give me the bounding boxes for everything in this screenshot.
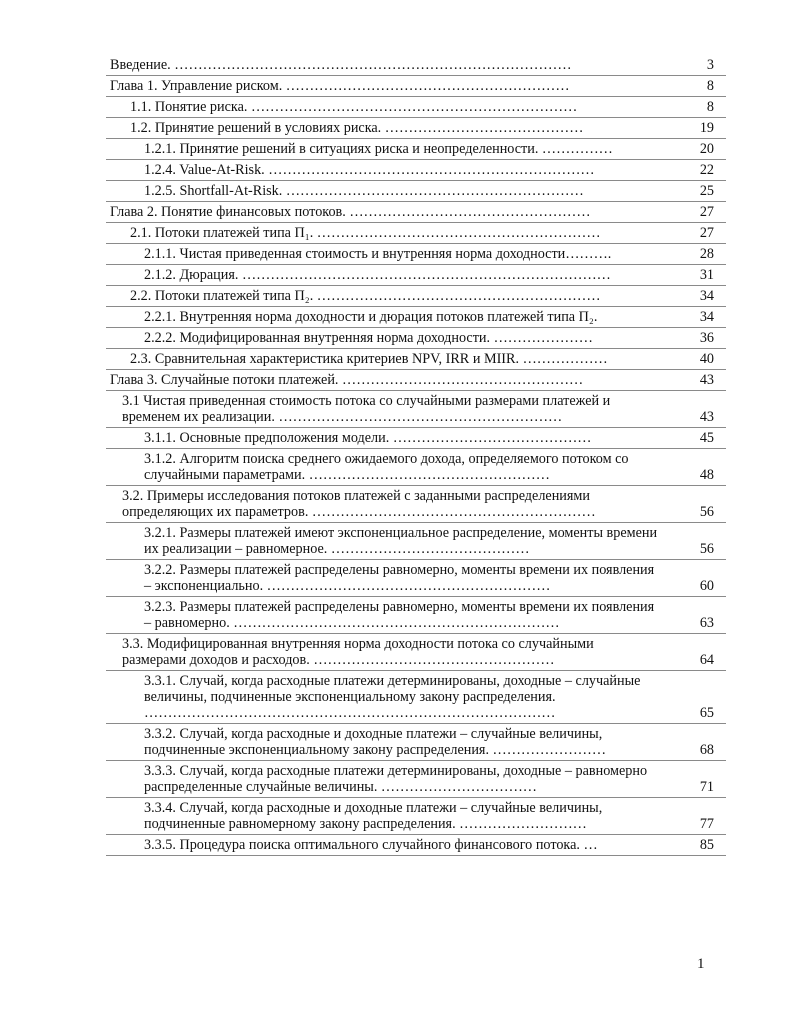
toc-entry-title: 3.3.2. Случай, когда расходные и доходные платежи – случайные величины, подчиненные экспоненциальному закону распределения. ……………………: [106, 724, 666, 761]
toc-entry-page: 27: [666, 202, 726, 223]
table-of-contents: [106, 55, 726, 856]
toc-entry-title: 2.2. Потоки платежей типа П₂. ……………………………………………………: [106, 286, 666, 307]
toc-entry-title: 2.2.1. Внутренняя норма доходности и дюрация потоков платежей типа П₂.: [106, 307, 666, 328]
toc-entry: [106, 202, 726, 223]
toc-entry-page: 85: [666, 835, 726, 856]
toc-entry: [106, 523, 726, 560]
toc-entry-page: 43: [666, 370, 726, 391]
toc-entry-title: 1.2.1. Принятие решений в ситуациях риска и неопределенности. ……………: [106, 139, 666, 160]
toc-entry-title: 3.1.2. Алгоритм поиска среднего ожидаемого дохода, определяемого потоком со случайными параметрами. ……………………………………………: [106, 449, 666, 486]
toc-entry: [106, 286, 726, 307]
toc-entry-title: 2.1. Потоки платежей типа П₁. ……………………………………………………: [106, 223, 666, 244]
toc-entry-title: 3.1 Чистая приведенная стоимость потока со случайными размерами платежей и временем их реализации. ……………………………………………………: [106, 391, 666, 428]
toc-entry: [106, 798, 726, 835]
toc-entry-title: 3.2.2. Размеры платежей распределены равномерно, моменты времени их появления – экспоненциально. ……………………………………………………: [106, 560, 666, 597]
toc-entry-title: Глава 1. Управление риском. ……………………………………………………: [106, 76, 666, 97]
toc-entry: [106, 349, 726, 370]
toc-entry: [106, 118, 726, 139]
toc-entry: [106, 761, 726, 798]
toc-entry-page: 40: [666, 349, 726, 370]
toc-entry-title: 3.3.5. Процедура поиска оптимального случайного финансового потока. …: [106, 835, 666, 856]
toc-entry-page: 48: [666, 449, 726, 486]
toc-entry-page: 43: [666, 391, 726, 428]
toc-entry: [106, 671, 726, 724]
toc-entry: [106, 244, 726, 265]
toc-entry: [106, 76, 726, 97]
toc-entry-page: 68: [666, 724, 726, 761]
toc-entry-page: 31: [666, 265, 726, 286]
toc-entry-page: 64: [666, 634, 726, 671]
toc-entry-page: 63: [666, 597, 726, 634]
toc-entry-page: 34: [666, 286, 726, 307]
toc-entry-page: 36: [666, 328, 726, 349]
toc-entry: [106, 634, 726, 671]
toc-entry-page: 20: [666, 139, 726, 160]
toc-entry-title: 2.1.2. Дюрация. ……………………………………………………………………: [106, 265, 666, 286]
toc-entry: [106, 597, 726, 634]
toc-entry-page: 34: [666, 307, 726, 328]
toc-entry: [106, 223, 726, 244]
toc-entry: [106, 724, 726, 761]
toc-entry-title: 3.3.1. Случай, когда расходные платежи детерминированы, доходные – случайные величины, подчиненные экспоненциальному закону распределения. ……………………………………………………………………………: [106, 671, 666, 724]
toc-entry-title: 3.2.1. Размеры платежей имеют экспоненциальное распределение, моменты времени их реализации – равномерное. ……………………………………: [106, 523, 666, 560]
toc-entry: [106, 328, 726, 349]
toc-entry: [106, 370, 726, 391]
toc-entry: [106, 97, 726, 118]
toc-entry-title: 3.2.3. Размеры платежей распределены равномерно, моменты времени их появления – равномерно. ……………………………………………………………: [106, 597, 666, 634]
toc-entry-page: 77: [666, 798, 726, 835]
page-number: 1: [697, 956, 705, 972]
toc-entry-page: 3: [666, 55, 726, 76]
toc-entry: [106, 560, 726, 597]
toc-entry: [106, 835, 726, 856]
toc-entry-title: Введение. …………………………………………………………………………: [106, 55, 666, 76]
toc-entry-title: 1.2.4. Value-At-Risk. ……………………………………………………………: [106, 160, 666, 181]
toc-entry: [106, 307, 726, 328]
toc-entry: [106, 265, 726, 286]
toc-entry-page: 25: [666, 181, 726, 202]
toc-entry-title: 3.3.3. Случай, когда расходные платежи детерминированы, доходные – равномерно распределенные случайные величины. ……………………………: [106, 761, 666, 798]
toc-entry: [106, 181, 726, 202]
toc-entry-title: 2.1.1. Чистая приведенная стоимость и внутренняя норма доходности……….: [106, 244, 666, 265]
toc-entry-page: 22: [666, 160, 726, 181]
toc-entry: [106, 160, 726, 181]
toc-entry-page: 19: [666, 118, 726, 139]
toc-entry-title: Глава 2. Понятие финансовых потоков. ……………………………………………: [106, 202, 666, 223]
toc-entry-title: Глава 3. Случайные потоки платежей. ……………………………………………: [106, 370, 666, 391]
toc-entry: [106, 139, 726, 160]
toc-entry-title: 3.3. Модифицированная внутренняя норма доходности потока со случайными размерами доходов и расходов. ……………………………………………: [106, 634, 666, 671]
toc-entry-title: 2.3. Сравнительная характеристика критериев NPV, IRR и MIIR. ………………: [106, 349, 666, 370]
toc-entry-title: 3.1.1. Основные предположения модели. ……………………………………: [106, 428, 666, 449]
toc-entry-page: 71: [666, 761, 726, 798]
toc-entry: [106, 449, 726, 486]
toc-entry: [106, 391, 726, 428]
toc-entry-page: 27: [666, 223, 726, 244]
toc-entry-page: 8: [666, 76, 726, 97]
toc-entry-page: 56: [666, 523, 726, 560]
toc-entry-title: 1.2.5. Shortfall-At-Risk. ………………………………………………………: [106, 181, 666, 202]
toc-entry-page: 28: [666, 244, 726, 265]
toc-entry-page: 8: [666, 97, 726, 118]
toc-entry-title: 1.2. Принятие решений в условиях риска. ……………………………………: [106, 118, 666, 139]
toc-entry-title: 1.1. Понятие риска. ……………………………………………………………: [106, 97, 666, 118]
toc-entry: [106, 55, 726, 76]
toc-entry-page: 65: [666, 671, 726, 724]
toc-entry: [106, 428, 726, 449]
toc-entry: [106, 486, 726, 523]
toc-entry-page: 45: [666, 428, 726, 449]
toc-entry-page: 56: [666, 486, 726, 523]
toc-entry-page: 60: [666, 560, 726, 597]
toc-entry-title: 3.2. Примеры исследования потоков платежей с заданными распределениями определяющих их параметров. ……………………………………………………: [106, 486, 666, 523]
toc-entry-title: 2.2.2. Модифицированная внутренняя норма доходности. …………………: [106, 328, 666, 349]
toc-entry-title: 3.3.4. Случай, когда расходные и доходные платежи – случайные величины, подчиненные равномерному закону распределения. ………………………: [106, 798, 666, 835]
